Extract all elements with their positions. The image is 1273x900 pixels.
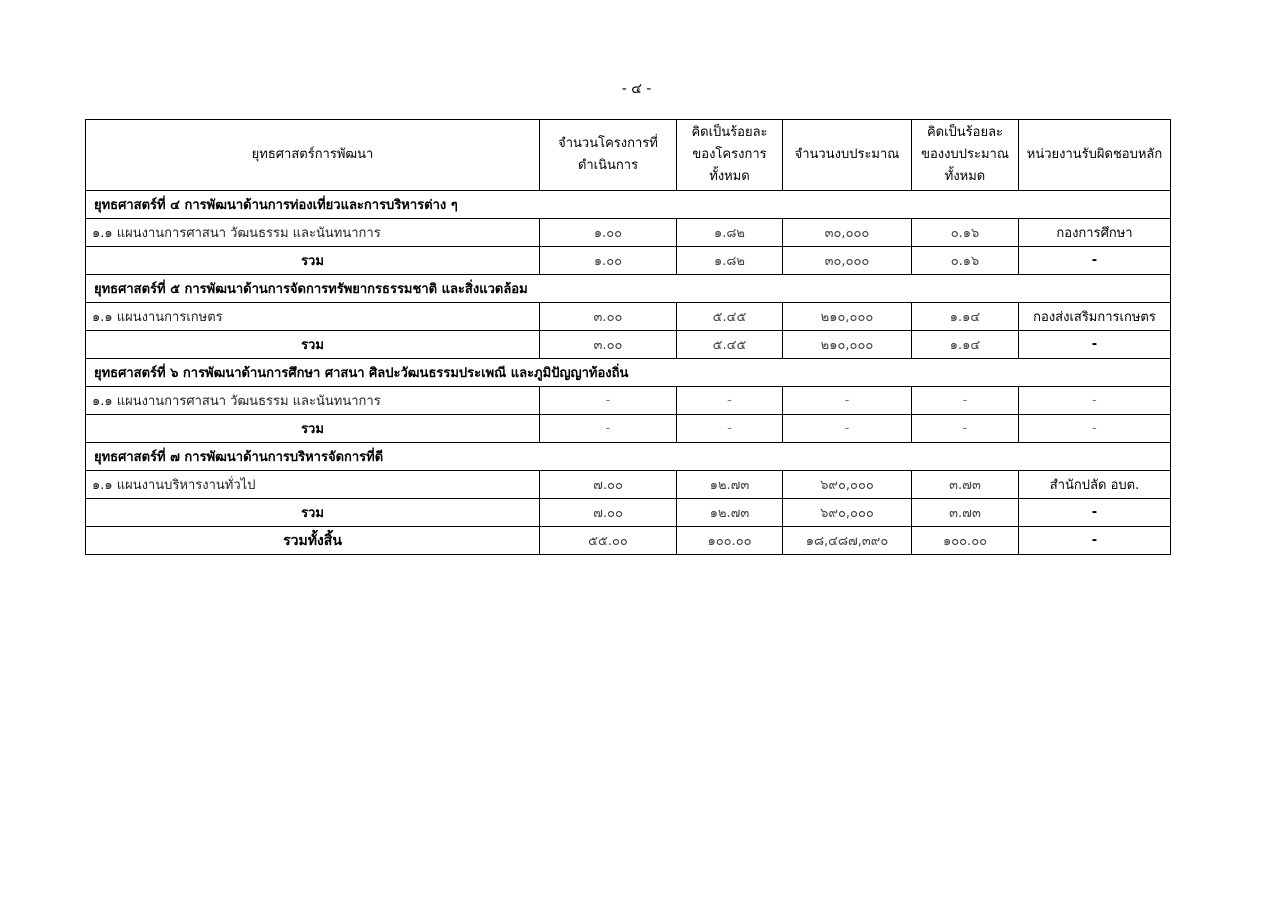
- strategy-row: [86, 275, 1171, 303]
- plan-name: ๑.๑ แผนงานการศาสนา วัฒนธรรม และนันทนาการ: [86, 219, 540, 247]
- table-row: [86, 219, 1171, 247]
- subtotal-row: [86, 499, 1171, 527]
- budget-percent: ๐.๑๖: [912, 219, 1019, 247]
- subtotal-label: รวม: [86, 331, 540, 359]
- header-budget-percent: คิดเป็นร้อยละของงบประมาณทั้งหมด: [912, 120, 1019, 191]
- strategy-title: ยุทธศาสตร์ที่ ๕ การพัฒนาด้านการจัดการทรัพยากรธรรมชาติ และสิ่งแวดล้อม: [86, 275, 1171, 303]
- budget-amount: ๖๙๐,๐๐๐: [783, 471, 912, 499]
- responsible-unit: กองการศึกษา: [1019, 219, 1171, 247]
- subtotal-unit: -: [1019, 499, 1171, 527]
- budget-percent: ๓.๗๓: [912, 471, 1019, 499]
- header-project-percent: คิดเป็นร้อยละของโครงการทั้งหมด: [677, 120, 783, 191]
- budget-percent: ๑.๑๔: [912, 303, 1019, 331]
- table-row: [86, 303, 1171, 331]
- project-count: ๗.๐๐: [540, 471, 677, 499]
- project-percent: ๑๒.๗๓: [677, 471, 783, 499]
- subtotal-row: [86, 331, 1171, 359]
- subtotal-project-percent: ๑.๘๒: [677, 247, 783, 275]
- budget-amount: -: [783, 387, 912, 415]
- grand-total-budget-percent: ๑๐๐.๐๐: [912, 527, 1019, 555]
- strategy-title: ยุทธศาสตร์ที่ ๔ การพัฒนาด้านการท่องเที่ยวและการบริหารต่าง ๆ: [86, 191, 1171, 219]
- subtotal-budget-percent: ๓.๗๓: [912, 499, 1019, 527]
- strategy-row: [86, 443, 1171, 471]
- table-row: [86, 471, 1171, 499]
- project-percent: -: [677, 387, 783, 415]
- grand-total-unit: -: [1019, 527, 1171, 555]
- grand-total-budget: ๑๘,๔๘๗,๓๙๐: [783, 527, 912, 555]
- subtotal-budget-percent: -: [912, 415, 1019, 443]
- subtotal-unit: -: [1019, 415, 1171, 443]
- subtotal-project-count: ๗.๐๐: [540, 499, 677, 527]
- budget-percent: -: [912, 387, 1019, 415]
- responsible-unit: สำนักปลัด อบต.: [1019, 471, 1171, 499]
- grand-total-row: [86, 527, 1171, 555]
- page-number: - ๔ -: [621, 81, 652, 97]
- strategy-title: ยุทธศาสตร์ที่ ๖ การพัฒนาด้านการศึกษา ศาสนา ศิลปะวัฒนธรรมประเพณี และภูมิปัญญาท้องถิ่น: [86, 359, 1171, 387]
- project-percent: ๑.๘๒: [677, 219, 783, 247]
- budget-amount: ๓๐,๐๐๐: [783, 219, 912, 247]
- project-count: -: [540, 387, 677, 415]
- subtotal-row: [86, 247, 1171, 275]
- strategy-row: [86, 359, 1171, 387]
- grand-total-project-count: ๕๕.๐๐: [540, 527, 677, 555]
- strategy-title: ยุทธศาสตร์ที่ ๗ การพัฒนาด้านการบริหารจัดการที่ดี: [86, 443, 1171, 471]
- grand-total-project-percent: ๑๐๐.๐๐: [677, 527, 783, 555]
- project-percent: ๕.๔๕: [677, 303, 783, 331]
- subtotal-row: [86, 415, 1171, 443]
- grand-total-label: รวมทั้งสิ้น: [86, 527, 540, 555]
- subtotal-unit: -: [1019, 331, 1171, 359]
- subtotal-label: รวม: [86, 499, 540, 527]
- header-budget: จำนวนงบประมาณ: [783, 120, 912, 191]
- subtotal-budget-percent: ๑.๑๔: [912, 331, 1019, 359]
- subtotal-unit: -: [1019, 247, 1171, 275]
- table-row: [86, 387, 1171, 415]
- responsible-unit: -: [1019, 387, 1171, 415]
- subtotal-project-percent: -: [677, 415, 783, 443]
- plan-name: ๑.๑ แผนงานการเกษตร: [86, 303, 540, 331]
- subtotal-budget-percent: ๐.๑๖: [912, 247, 1019, 275]
- subtotal-budget: ๖๙๐,๐๐๐: [783, 499, 912, 527]
- subtotal-project-count: ๓.๐๐: [540, 331, 677, 359]
- subtotal-project-count: -: [540, 415, 677, 443]
- strategy-row: [86, 191, 1171, 219]
- header-row: [86, 120, 1171, 191]
- subtotal-project-percent: ๕.๔๕: [677, 331, 783, 359]
- strategy-summary-table: [85, 119, 1171, 555]
- budget-amount: ๒๑๐,๐๐๐: [783, 303, 912, 331]
- subtotal-budget: -: [783, 415, 912, 443]
- subtotal-budget: ๓๐,๐๐๐: [783, 247, 912, 275]
- plan-name: ๑.๑ แผนงานการศาสนา วัฒนธรรม และนันทนาการ: [86, 387, 540, 415]
- subtotal-project-count: ๑.๐๐: [540, 247, 677, 275]
- subtotal-budget: ๒๑๐,๐๐๐: [783, 331, 912, 359]
- project-count: ๑.๐๐: [540, 219, 677, 247]
- subtotal-project-percent: ๑๒.๗๓: [677, 499, 783, 527]
- header-responsible-unit: หน่วยงานรับผิดชอบหลัก: [1019, 120, 1171, 191]
- project-count: ๓.๐๐: [540, 303, 677, 331]
- subtotal-label: รวม: [86, 247, 540, 275]
- header-strategy: ยุทธศาสตร์การพัฒนา: [86, 120, 540, 191]
- header-project-count: จำนวนโครงการที่ดำเนินการ: [540, 120, 677, 191]
- responsible-unit: กองส่งเสริมการเกษตร: [1019, 303, 1171, 331]
- subtotal-label: รวม: [86, 415, 540, 443]
- plan-name: ๑.๑ แผนงานบริหารงานทั่วไป: [86, 471, 540, 499]
